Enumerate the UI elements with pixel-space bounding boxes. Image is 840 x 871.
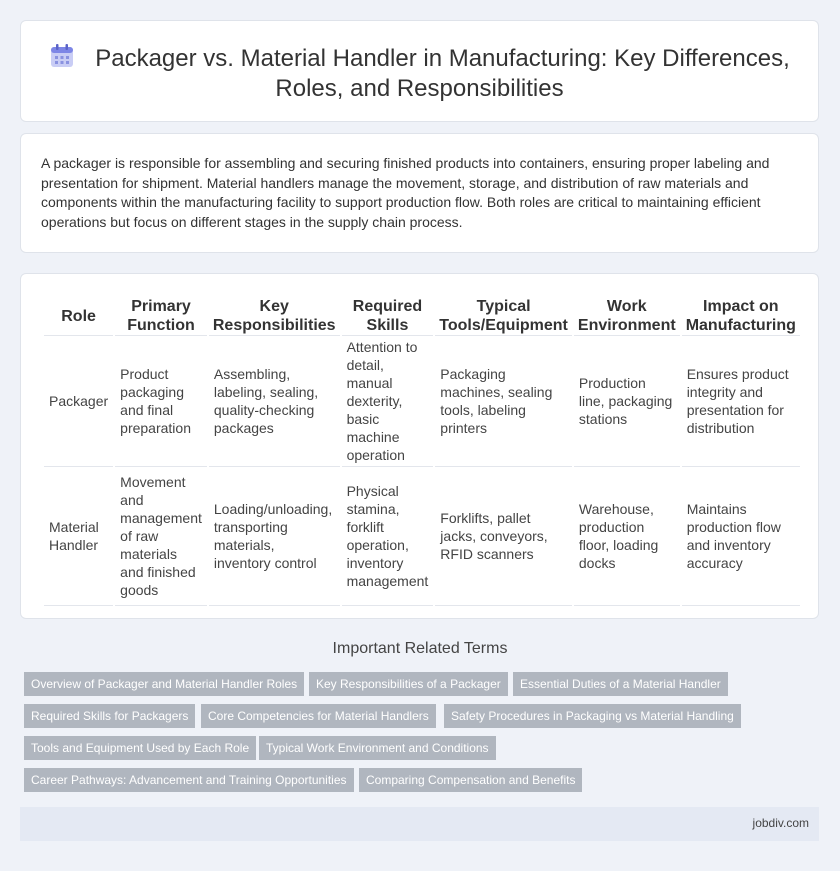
- related-term-link[interactable]: Tools and Equipment Used by Each Role: [24, 736, 256, 760]
- related-term-link[interactable]: Core Competencies for Material Handlers: [201, 704, 436, 728]
- related-term-link[interactable]: Required Skills for Packagers: [24, 704, 195, 728]
- page-title: Packager vs. Material Handler in Manufacturing: Key Differences, Roles, and Responsibilities: [95, 45, 790, 102]
- table-cell: Ensures product integrity and presentation for distribution: [682, 336, 800, 467]
- header-impact: Impact on Manufacturing: [682, 295, 800, 336]
- footer-site[interactable]: jobdiv.com: [752, 816, 809, 830]
- table-cell: Loading/unloading, transporting materials, inventory control: [209, 467, 340, 606]
- related-term-link[interactable]: Career Pathways: Advancement and Training Opportunities: [24, 768, 354, 792]
- page-title-wrap: [21, 43, 818, 104]
- table-cell: Warehouse, production floor, loading docks: [574, 467, 680, 606]
- table-cell: Maintains production flow and inventory accuracy: [682, 467, 800, 606]
- table-row: [44, 336, 800, 467]
- intro-paragraph: A packager is responsible for assembling and securing finished products into containers, ensuring proper labeling and presentation for shipment. Material handlers manage the movement, storage, and distribution of raw materials and components within the manufacturing facility to support production flow. Both roles are critical to maintaining efficient operations but focus on different stages in the supply chain process.: [41, 155, 770, 230]
- header-work-environment: Work Environment: [574, 295, 680, 336]
- comparison-table-card: [20, 273, 819, 619]
- header-card: [20, 20, 819, 122]
- table-cell: Material Handler: [44, 467, 113, 606]
- related-terms-title: Important Related Terms: [332, 640, 508, 657]
- table-cell: Forklifts, pallet jacks, conveyors, RFID scanners: [435, 467, 572, 606]
- table-cell: Physical stamina, forklift operation, inventory management: [342, 467, 434, 606]
- table-cell: Packaging machines, sealing tools, labeling printers: [435, 336, 572, 467]
- header-role: Role: [44, 295, 113, 336]
- intro-card: [20, 133, 819, 253]
- related-term-link[interactable]: Typical Work Environment and Conditions: [259, 736, 496, 760]
- header-primary-function: Primary Function: [115, 295, 207, 336]
- related-term-link[interactable]: Essential Duties of a Material Handler: [513, 672, 728, 696]
- related-term-link[interactable]: Safety Procedures in Packaging vs Material Handling: [444, 704, 741, 728]
- comparison-table: [42, 295, 802, 606]
- header-key-responsibilities: Key Responsibilities: [209, 295, 340, 336]
- related-term-link[interactable]: Comparing Compensation and Benefits: [359, 768, 582, 792]
- table-cell: Packager: [44, 336, 113, 467]
- related-term-link[interactable]: Key Responsibilities of a Packager: [309, 672, 508, 696]
- table-row: [44, 467, 800, 606]
- table-header-row: [44, 295, 800, 336]
- header-required-skills: Required Skills: [342, 295, 434, 336]
- table-cell: Product packaging and final preparation: [115, 336, 207, 467]
- table-cell: Production line, packaging stations: [574, 336, 680, 467]
- table-cell: Assembling, labeling, sealing, quality-checking packages: [209, 336, 340, 467]
- calendar-icon: [49, 43, 75, 69]
- table-cell: Attention to detail, manual dexterity, basic machine operation: [342, 336, 434, 467]
- header-typical-tools: Typical Tools/Equipment: [435, 295, 572, 336]
- footer: [20, 807, 819, 841]
- table-cell: Movement and management of raw materials and finished goods: [115, 467, 207, 606]
- related-term-link[interactable]: Overview of Packager and Material Handler Roles: [24, 672, 304, 696]
